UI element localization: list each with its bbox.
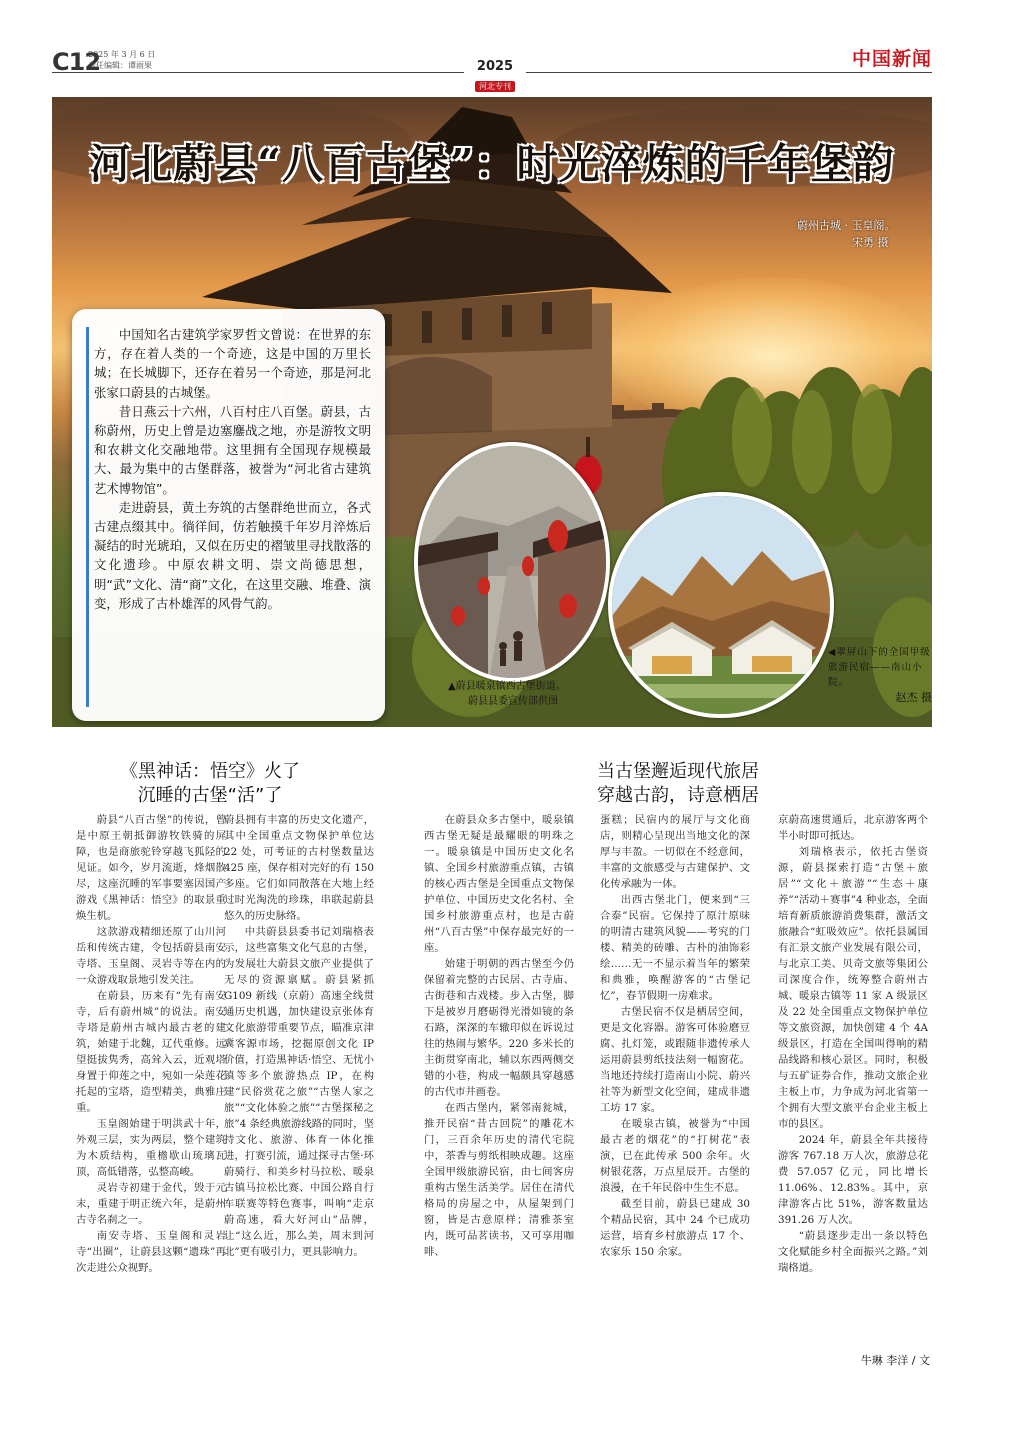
article1-subtitle-line2: 沉睡的古堡“活”了 — [137, 785, 283, 806]
page-meta — [88, 49, 155, 71]
intro-paragraph: 中国知名古建筑学家罗哲文曾说：在世界的东方，存在着人类的一个奇迹，这是中国的万里长城；在长城脚下，还存在着另一个奇迹，那是河北张家口蔚县的古城堡。 — [94, 327, 371, 400]
street-photo-art — [418, 446, 610, 682]
paragraph: 这款游戏精细还原了山川河岳和传统古建，令包括蔚县南安寺塔、玉皇阁、灵岩寺等在内的一众游戏取景地引发关注。 — [76, 926, 226, 986]
paragraph: “蔚县逐步走出一条以特色文化赋能乡村全面振兴之路。”刘瑞格道。 — [778, 1230, 928, 1274]
paragraph: 玉皇阁始建于明洪武十年，外观三层，实为两层，整个建筑为木质结构，重檐歇山琉璃瓦顶，高低错落，弘整高峻。 — [76, 1118, 226, 1178]
paragraph: 截至目前，蔚县已建成 30 个精品民宿，其中 24 个已成功运营，培育乡村旅游点 17 个、农家乐 150 余家。 — [600, 1198, 750, 1258]
newspaper-logo: 中国新闻 — [851, 48, 932, 70]
paragraph: 在蔚县，历来有“先有南安寺，后有蔚州城”的说法。南安寺塔是蔚州古城内最古老的建筑，始建于北魏，辽代重修。远望挺拔隽秀，高耸入云，近观塔身置于仰莲之中，宛如一朵莲花托起的宝塔，造型精美，典雅庄重。 — [76, 990, 226, 1114]
street-photo — [414, 442, 610, 682]
paragraph: 蔚县“八百古堡”的传说，曾是中原王朝抵御游牧铁骑的屏障，也是商旅驼铃穿越飞狐陉的见证。如今，岁月流逝，烽烟散尽，这座沉睡的军事要塞因国产游戏《黑神话：悟空》的取景重焕生机。 — [76, 814, 226, 922]
paragraph: 出西古堡北门，便来到“三合泰”民宿。它保持了原汁原味的明清古建筑风貌——考究的门楼、精美的砖雕、古朴的油饰彩绘……无一不显示着当年的繁荣和典雅，唤醒游客的“古堡记忆”，春节假期一房难求。 — [600, 894, 750, 1002]
editor-credit: 责任编辑：谭雨果 — [88, 61, 152, 70]
photo2-credit: 蔚县县委宣传部供图 — [468, 696, 558, 707]
guesthouse-photo — [608, 492, 834, 718]
paragraph: 2024 年，蔚县全年共接待游客 767.18 万人次，旅游总花费 57.057 亿元，同比增长 11.06%、12.83%。其中，京津游客占比 51%，游客数量达 391.26 万人次。 — [778, 1134, 928, 1226]
photo3-caption-block — [828, 645, 932, 705]
page-header — [52, 44, 932, 90]
paragraph: 南安寺塔、玉皇阁和灵岩寺“出圈”，让蔚县这颗“遗珠”再次走进公众视野。 — [76, 1230, 226, 1274]
photo2-caption: ▲蔚县暖泉镇西古堡街道。 — [448, 681, 566, 692]
photo3-credit: 赵杰 摄 — [895, 691, 932, 704]
paragraph: 京蔚高速贯通后，北京游客两个半小时即可抵达。 — [778, 814, 928, 842]
paragraph: 刘瑞格表示，依托古堡资源，蔚县探索打造“古堡＋旅居”“文化＋旅游”“生态＋康养”“活动＋赛事”4 种业态，全面培育新质旅游消费集群，激活文旅融合“虹吸效应”。依托县属国有汇景文旅产业发展有限公司，与北京工美、贝奇文旅等集团公司深度合作，统筹整合蔚州古城、暖泉古镇等 11 家 A 级景区及 22 处全国重点文物保护单位等文旅资源，加快创建 4 个 4A 级景区，打造在全国叫得响的精品线路和核心景区。同时，积极与五矿证券合作，推动文旅企业主板上市，力争成为河北省第一个拥有大型文旅平台企业主板上市的县区。 — [778, 846, 928, 1130]
article1-column-2 — [224, 812, 374, 1372]
photo1-credit: 宋勇 摄 — [852, 236, 889, 249]
page-number: C12 — [52, 48, 101, 76]
byline: 牛琳 李洋 / 文 — [860, 1354, 930, 1367]
intro-accent-bar — [86, 327, 89, 707]
paragraph: 古堡民宿不仅是栖居空间，更是文化容器。游客可体验磨豆腐、扎灯笼，或跟随非遗传承人运用蔚县剪纸技法刻一幅窗花。当地还持续打造南山小院、蔚兴社等为新型文化空间，建成非遗工坊 17 家。 — [600, 1006, 750, 1114]
issue-tag: 河北专刊 — [475, 81, 515, 92]
guesthouse-photo-art — [612, 496, 834, 718]
issue-badge — [464, 60, 526, 93]
article2-subtitle-line2: 穿越古韵，诗意栖居 — [597, 785, 759, 806]
paragraph: 在西古堡内，紧邻南瓮城，推开民宿“昔古回院”的雕花木门，三百余年历史的清代宅院中，茶香与剪纸相映成趣。这座全国甲级旅游民宿，由七间客房重构古堡生活美学。居住在清代格局的房屋之中，从屋架到门窗，皆是古意原样；清雅茶室内，既可品茗读书，又可享用咖啡、 — [424, 1102, 574, 1258]
article2-column-3 — [778, 812, 928, 1352]
intro-box — [72, 309, 385, 721]
intro-paragraph: 昔日燕云十六州，八百村庄八百堡。蔚县，古称蔚州，历史上曾是边塞鏖战之地，亦是游牧文明和农耕文化交融地带。这里拥有全国现存规模最大、最为集中的古堡群落，被誉为“河北省古建筑艺术博物馆”。 — [94, 403, 371, 496]
paragraph: 蛋糕；民宿内的展厅与文化商店，则精心呈现出当地文化的深厚与丰盈。一切似在不经意间，丰富的文旅感受与古建保护、文化传承融为一体。 — [600, 814, 750, 890]
article2-subtitle-line1: 当古堡邂逅现代旅居 — [597, 761, 759, 782]
article2-column-1 — [424, 812, 574, 1372]
photo2-caption-block — [448, 679, 608, 709]
paragraph: 在蔚县众多古堡中，暖泉镇西古堡无疑是最耀眼的明珠之一。暖泉镇是中国历史文化名镇、全国乡村旅游重点镇，古镇的核心西古堡是全国重点文物保护单位、中国历史文化名村、全国乡村旅游重点村，也是古蔚州“八百古堡”中保存最完好的一座。 — [424, 814, 574, 954]
article1-column-1 — [76, 812, 226, 1372]
paragraph: 始建于明朝的西古堡至今仍保留着完整的古民居、古寺庙、古街巷和古戏楼。步入古堡，脚下是被岁月磨砺得光滑如镜的条石路，深深的车辙印似在诉说过往的热闹与繁华。220 多米长的主街贯穿南北，辅以东西两侧交错的小巷，构成一幅颇具穿越感的古代市井画卷。 — [424, 958, 574, 1098]
photo1-caption: 蔚州古城 · 玉皇阁。 — [797, 219, 896, 232]
photo3-caption: ◀翠屏山下的全国甲级旅游民宿——南山小院。 — [828, 647, 931, 688]
hero-photo — [52, 97, 932, 727]
intro-paragraph: 走进蔚县，黄土夯筑的古堡群绝世而立，各式古建点缀其中。徜徉间，仿若触摸千年岁月淬炼后凝结的时光琥珀，又似在历史的褶皱里寻找散落的文化遗珍。中原农耕文明、崇文尚德思想，明“武”文化、清“商”文化，在这里交融、堆叠、演变，形成了古朴雄浑的风骨气韵。 — [94, 499, 371, 611]
paragraph: 蔚县拥有丰富的历史文化遗产，其中全国重点文物保护单位达 22 处，可考证的古村堡数量达 425 座，保存相对完好的有 150 多座。它们如同散落在大地上经过时光淘洗的珍珠，串联起蔚县悠久的历史脉络。 — [224, 814, 374, 922]
article2-column-2 — [600, 812, 750, 1372]
headline: 河北蔚县“八百古堡”：时光淬炼的千年堡韵 — [89, 140, 895, 188]
article1-subtitle — [80, 760, 340, 808]
article1-subtitle-line1: 《黑神话：悟空》火了 — [120, 761, 300, 782]
paragraph: 在暖泉古镇，被誉为“中国最古老的烟花”的“打树花”表演，已在此传承 500 余年。火树银花落，万点星辰开。古堡的浪漫，在千年民俗中生生不息。 — [600, 1118, 750, 1194]
issue-year: 2025 — [476, 59, 514, 74]
publish-date: 2025 年 3 月 6 日 — [88, 50, 156, 59]
article2-subtitle — [548, 760, 808, 808]
paragraph: 中共蔚县县委书记刘瑞格表示，这些富集文化气息的古堡，为发展壮大蔚县文旅产业提供了无尽的资源禀赋。蔚县紧抓 G109 新线（京蔚）高速全线贯通历史机遇，加快建设京张体育文化旅游带重要节点，瞄准京津冀客源市场，挖掘原创文化 IP 价值，打造黑神话·悟空、无忧小镇等多个旅游热点 IP，在构建“民俗赏花之旅”“古堡人家之旅”“文化体验之旅”“古堡探秘之旅”4 条经典旅游线路的同时，坚持文化、旅游、体育一体化推进，打赛引流，通过探寻古堡·环蔚骑行、和美乡村马拉松、暖泉古镇马拉松比赛、中国公路自行车联赛等特色赛事，叫响“走京蔚高速，看大好河山”品牌，让“这么近，那么美，周末到河北”更有吸引力，更具影响力。 — [224, 926, 374, 1258]
paragraph: 灵岩寺初建于金代，毁于元末，重建于明正统六年，是蔚州古寺名刹之一。 — [76, 1182, 226, 1226]
